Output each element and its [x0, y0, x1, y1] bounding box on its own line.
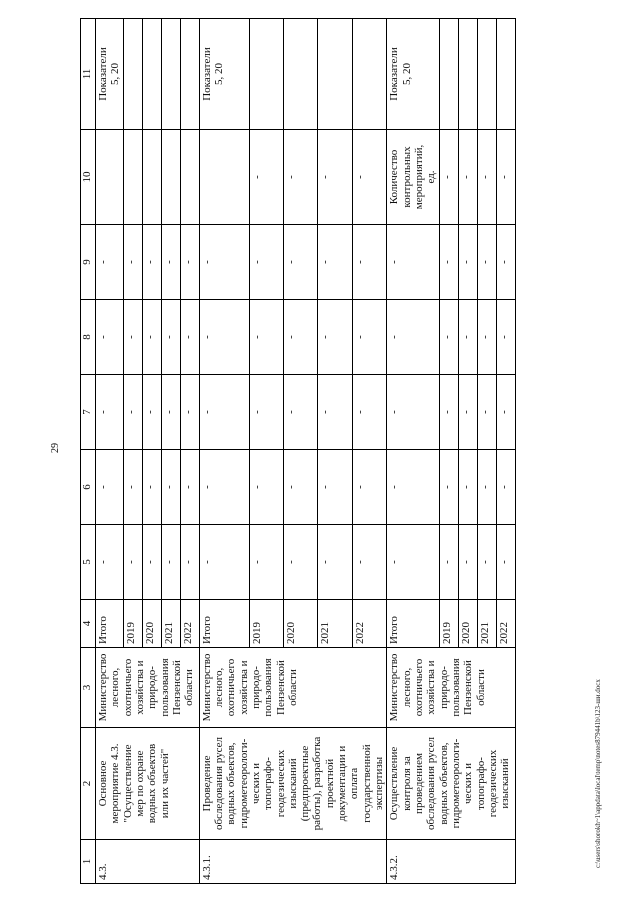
value-cell: - [96, 525, 124, 600]
indicator-reference [96, 19, 124, 130]
value-cell: - [477, 225, 496, 300]
value-cell: - [199, 450, 249, 525]
cell-line: Пензенской [462, 660, 475, 715]
cell-line: охотничьего [412, 658, 425, 717]
cell-line: Проведение [200, 755, 213, 812]
value-cell: - [161, 300, 180, 375]
value-cell: - [284, 300, 318, 375]
indicator-reference [387, 19, 439, 130]
value-cell: - [352, 300, 386, 375]
year-cell: Итого [387, 600, 439, 648]
cell-line: водных объектов, [225, 742, 238, 825]
table-body [96, 19, 516, 884]
cell-line: природо- [437, 666, 450, 709]
value-cell: - [477, 450, 496, 525]
cell-line: хозяйства и [133, 660, 146, 715]
value-cell: - [199, 225, 249, 300]
cell-line: изысканий [286, 758, 299, 809]
measure-number: 4.3. [96, 840, 200, 884]
year-cell: 2021 [477, 600, 496, 648]
cell-line: Министерство [97, 653, 109, 722]
cell-line: Пензенской [274, 660, 287, 715]
value-cell: - [439, 300, 458, 375]
indicator-name-cell [161, 130, 180, 225]
table-row [199, 19, 249, 884]
cell-line: топографо- [262, 757, 275, 810]
value-cell: - [352, 375, 386, 450]
cell-line: контроля за [400, 756, 413, 811]
measures-table [80, 18, 516, 884]
cell-line: гидрометеорологи- [449, 738, 462, 829]
value-cell: - [123, 300, 142, 375]
cell-line: проведением [412, 753, 425, 814]
col-header: 7 [81, 375, 96, 450]
cell-line: лесного, [212, 667, 225, 708]
indicator-name-cell [142, 130, 161, 225]
year-cell: 2022 [352, 600, 386, 648]
value-cell: - [439, 450, 458, 525]
value-cell: - [387, 375, 439, 450]
cell-line: экспертизы [373, 756, 385, 811]
value-cell: - [142, 450, 161, 525]
col-header: 1 [81, 840, 96, 884]
cell-line: хозяйства и [237, 660, 250, 715]
cell-line: водных объектов, [437, 742, 450, 825]
value-cell: - [161, 525, 180, 600]
value-cell: - [142, 300, 161, 375]
cell-line: 5, 20 [400, 63, 413, 85]
indicator-name-cell: - [458, 130, 477, 225]
cell-line: пользования [449, 658, 462, 717]
value-cell: - [352, 450, 386, 525]
indicator-reference [199, 19, 249, 130]
cell-line: Осуществление [388, 746, 401, 821]
value-cell: - [161, 450, 180, 525]
cell-line: пользования [158, 658, 171, 717]
cell-line: мероприятий, [412, 144, 425, 210]
value-cell: - [123, 225, 142, 300]
col-header: 2 [81, 728, 96, 840]
value-cell: - [318, 525, 352, 600]
cell-line: оплата [348, 767, 361, 800]
cell-line: области [474, 669, 487, 706]
value-cell: - [477, 375, 496, 450]
measure-name [199, 728, 387, 840]
table-row [387, 19, 439, 884]
value-cell: - [496, 300, 515, 375]
cell-line: изысканий [499, 758, 512, 809]
value-cell: - [199, 525, 249, 600]
measure-number: 4.3.1. [199, 840, 387, 884]
col-header: 3 [81, 648, 96, 728]
indicator-reference-empty [249, 19, 283, 130]
col-header: 4 [81, 600, 96, 648]
value-cell: - [180, 375, 199, 450]
indicator-reference-empty [439, 19, 458, 130]
value-cell: - [142, 525, 161, 600]
cell-line: мероприятие 4.3. [109, 743, 122, 824]
indicator-name-cell: - [318, 130, 352, 225]
indicator-reference-empty [318, 19, 352, 130]
value-cell: - [180, 525, 199, 600]
cell-line: охотничьего [225, 658, 238, 717]
value-cell: - [180, 225, 199, 300]
page-number: 29 [50, 443, 61, 453]
col-header: 6 [81, 450, 96, 525]
cell-line: государственной [360, 744, 373, 823]
cell-line: Показатели [200, 47, 213, 101]
cell-line: Количество [388, 149, 401, 205]
value-cell: - [96, 375, 124, 450]
cell-line: или их частей" [158, 748, 171, 819]
table-row [96, 19, 124, 884]
value-cell: - [439, 525, 458, 600]
year-cell: 2020 [284, 600, 318, 648]
col-header: 9 [81, 225, 96, 300]
cell-line: Министерство [200, 653, 213, 722]
value-cell: - [387, 225, 439, 300]
cell-line: контрольных [400, 146, 413, 208]
value-cell: - [199, 375, 249, 450]
cell-line: области [286, 669, 299, 706]
cell-line: Пензенской [170, 660, 183, 715]
value-cell: - [161, 225, 180, 300]
indicator-name-cell [180, 130, 199, 225]
col-header: 5 [81, 525, 96, 600]
cell-line: природо- [146, 666, 159, 709]
cell-line: Показатели [388, 47, 401, 101]
indicator-name-cell [387, 130, 439, 225]
cell-line: пользования [262, 658, 275, 717]
value-cell: - [496, 225, 515, 300]
responsible-executor [199, 648, 387, 728]
value-cell: - [96, 450, 124, 525]
value-cell: - [142, 375, 161, 450]
cell-line: работы), разработка [311, 736, 324, 831]
indicator-name-cell: - [477, 130, 496, 225]
cell-line: геодезических [274, 749, 287, 818]
cell-line: лесного, [400, 667, 413, 708]
indicator-name-cell: - [352, 130, 386, 225]
year-cell: 2020 [142, 600, 161, 648]
year-cell: 2019 [123, 600, 142, 648]
year-cell: 2019 [249, 600, 283, 648]
value-cell: - [123, 525, 142, 600]
year-cell: 2022 [496, 600, 515, 648]
value-cell: - [180, 450, 199, 525]
value-cell: - [387, 450, 439, 525]
indicator-name-cell: - [249, 130, 283, 225]
indicator-reference-empty [458, 19, 477, 130]
cell-line: водных объектов [146, 743, 159, 824]
indicator-name-cell: - [284, 130, 318, 225]
measure-name [96, 728, 200, 840]
indicator-reference-empty [123, 19, 142, 130]
cell-line: лесного, [109, 667, 122, 708]
value-cell: - [318, 375, 352, 450]
value-cell: - [161, 375, 180, 450]
cell-line: мер по охране [133, 750, 146, 817]
value-cell: - [458, 525, 477, 600]
value-cell: - [496, 525, 515, 600]
cell-line: "Осуществление [121, 744, 134, 823]
value-cell: - [439, 225, 458, 300]
indicator-reference-empty [161, 19, 180, 130]
value-cell: - [496, 375, 515, 450]
year-cell: 2021 [161, 600, 180, 648]
cell-line: Показатели [97, 47, 109, 101]
cell-line: геодезических [486, 749, 499, 818]
cell-line: 5, 20 [212, 63, 225, 85]
cell-line: хозяйства и [425, 660, 438, 715]
value-cell: - [496, 450, 515, 525]
indicator-reference-empty [477, 19, 496, 130]
table-header [81, 19, 96, 884]
indicator-reference-empty [352, 19, 386, 130]
cell-line: области [183, 669, 196, 706]
indicator-reference-empty [180, 19, 199, 130]
indicator-reference-empty [284, 19, 318, 130]
value-cell: - [142, 225, 161, 300]
cell-line: гидрометеорологи- [237, 738, 250, 829]
indicator-name-cell [123, 130, 142, 225]
value-cell: - [318, 450, 352, 525]
value-cell: - [318, 300, 352, 375]
value-cell: - [318, 225, 352, 300]
value-cell: - [477, 300, 496, 375]
year-cell: Итого [96, 600, 124, 648]
value-cell: - [249, 225, 283, 300]
indicator-name-cell [96, 130, 124, 225]
year-cell: 2022 [180, 600, 199, 648]
value-cell: - [284, 225, 318, 300]
value-cell: - [387, 525, 439, 600]
value-cell: - [284, 525, 318, 600]
value-cell: - [249, 450, 283, 525]
cell-line: проектной [323, 758, 336, 809]
rotated-table-area [80, 19, 620, 884]
measure-name [387, 728, 515, 840]
value-cell: - [180, 300, 199, 375]
value-cell: - [439, 375, 458, 450]
year-cell: 2020 [458, 600, 477, 648]
year-cell: Итого [199, 600, 249, 648]
measure-number: 4.3.2. [387, 840, 515, 884]
value-cell: - [387, 300, 439, 375]
indicator-reference-empty [142, 19, 161, 130]
col-header: 10 [81, 130, 96, 225]
col-header: 11 [81, 19, 96, 130]
responsible-executor [96, 648, 200, 728]
value-cell: - [352, 525, 386, 600]
value-cell: - [284, 450, 318, 525]
value-cell: - [458, 300, 477, 375]
indicator-name-cell [199, 130, 249, 225]
year-cell: 2019 [439, 600, 458, 648]
value-cell: - [123, 375, 142, 450]
value-cell: - [249, 375, 283, 450]
value-cell: - [96, 225, 124, 300]
col-header: 8 [81, 300, 96, 375]
value-cell: - [458, 375, 477, 450]
value-cell: - [96, 300, 124, 375]
cell-line: ческих и [462, 763, 475, 804]
cell-line: обследования русел [212, 736, 225, 831]
cell-line: 5, 20 [109, 63, 122, 85]
year-cell: 2021 [318, 600, 352, 648]
value-cell: - [249, 300, 283, 375]
cell-line: (предпроектные [299, 745, 312, 822]
cell-line: природо- [249, 666, 262, 709]
value-cell: - [458, 225, 477, 300]
value-cell: - [249, 525, 283, 600]
value-cell: - [199, 300, 249, 375]
value-cell: - [477, 525, 496, 600]
cell-line: ед. [425, 170, 438, 184]
cell-line: ческих и [249, 763, 262, 804]
cell-line: топографо- [474, 757, 487, 810]
value-cell: - [458, 450, 477, 525]
responsible-executor [387, 648, 515, 728]
cell-line: документации и [336, 745, 349, 822]
indicator-name-cell: - [496, 130, 515, 225]
cell-line: обследования русел [425, 736, 438, 831]
value-cell: - [123, 450, 142, 525]
cell-line: охотничьего [121, 658, 134, 717]
value-cell: - [284, 375, 318, 450]
indicator-name-cell: - [439, 130, 458, 225]
cell-line: Министерство [388, 653, 401, 722]
footer-file-path: c:\users\shorokh~1\appdata\local\temp\notes879441b\123-ши.docx [594, 679, 602, 868]
value-cell: - [352, 225, 386, 300]
cell-line: Основное [97, 760, 109, 807]
indicator-reference-empty [496, 19, 515, 130]
